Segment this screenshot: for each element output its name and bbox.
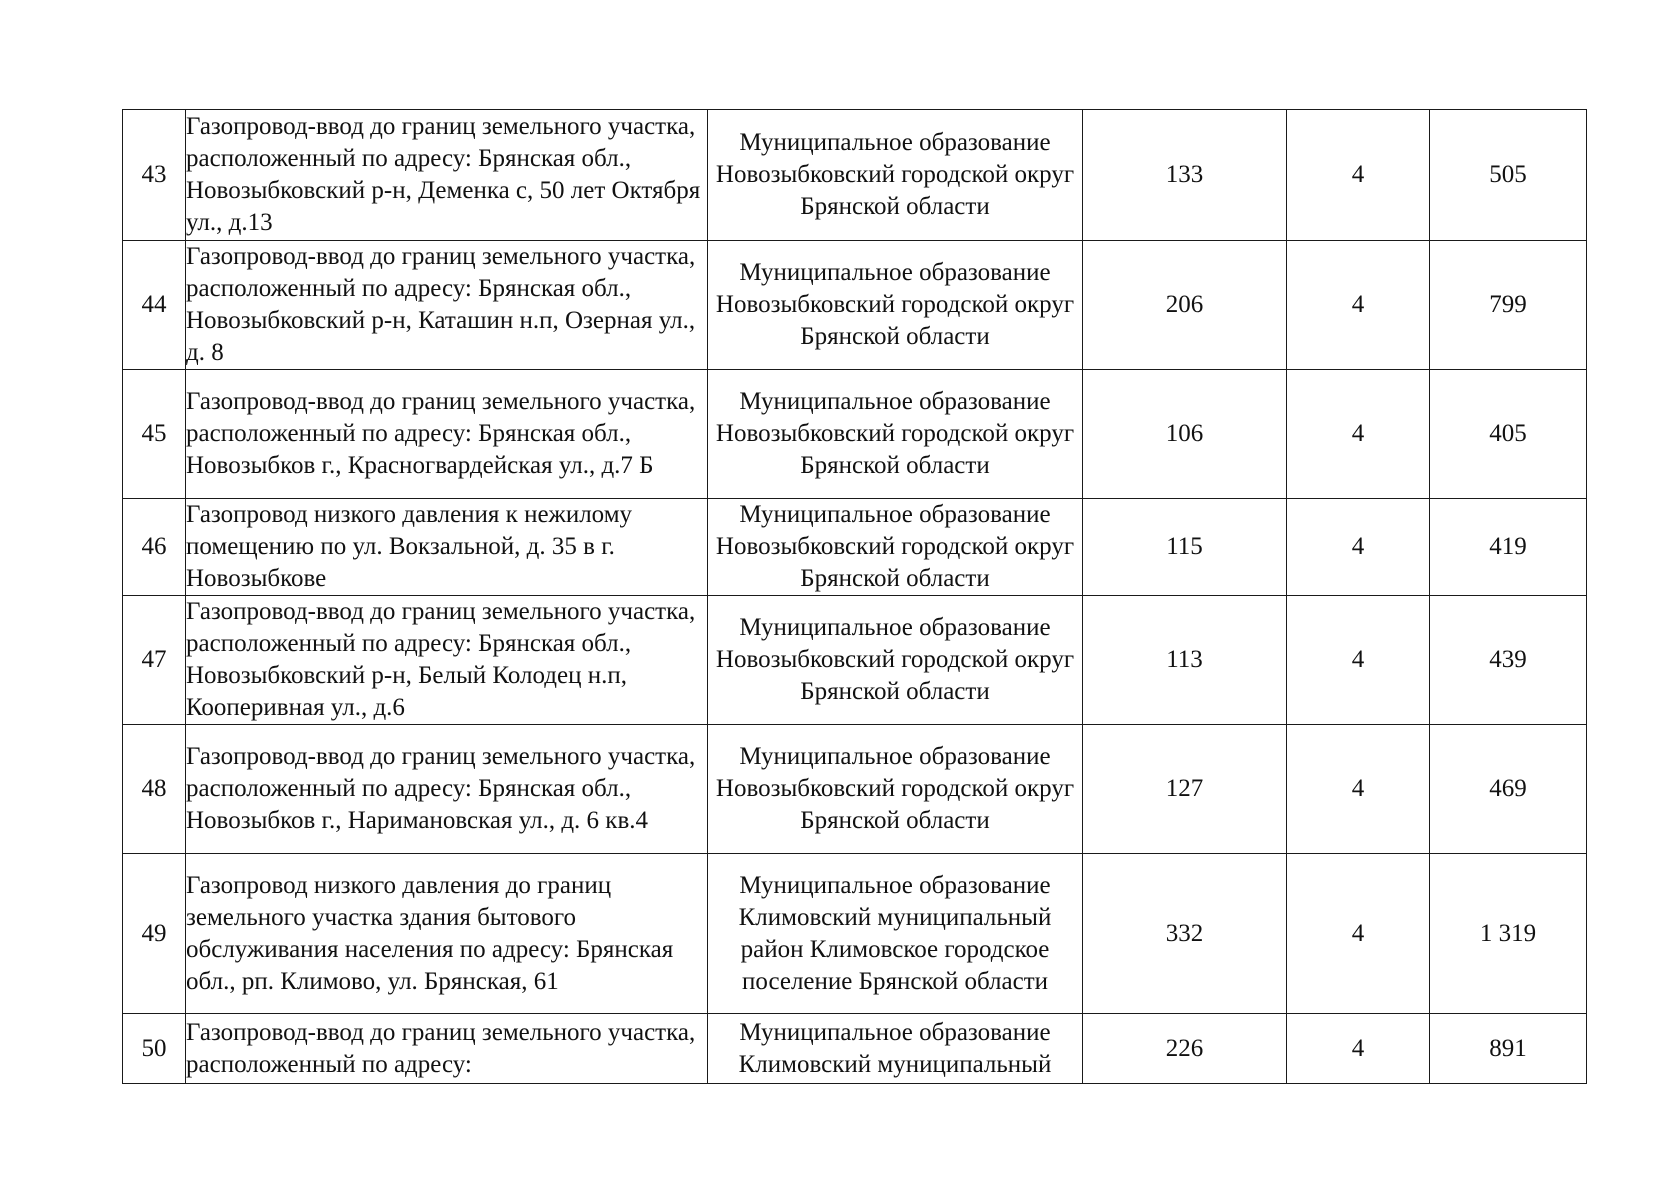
row-number: 47: [123, 596, 186, 725]
object-name: [186, 725, 708, 854]
value-3: 439: [1430, 596, 1587, 725]
object-name-text: Газопровод-ввод до границ земельного участка, расположенный по адресу: Брянская обл., Новозыбковский р-н, Деменка с, 50 лет Октября ул., д.13: [186, 113, 701, 236]
registry-table: [122, 109, 1587, 1084]
value-2: 4: [1287, 1014, 1430, 1084]
value-1: 206: [1083, 241, 1287, 370]
value-3: 469: [1430, 725, 1587, 854]
value-2: 4: [1287, 596, 1430, 725]
owner: [708, 370, 1083, 499]
owner-text: Муниципальное образование Климовский муниципальный: [738, 1018, 1052, 1078]
row-number: 48: [123, 725, 186, 854]
owner-text: Муниципальное образование Климовский муниципальный район Климовское городское поселение Брянской области: [738, 871, 1052, 995]
table-row: [123, 241, 1587, 370]
value-1: 127: [1083, 725, 1287, 854]
value-3: 799: [1430, 241, 1587, 370]
table-row: [123, 596, 1587, 725]
object-name-text: Газопровод низкого давления к нежилому помещению по ул. Вокзальной, д. 35 в г. Новозыбкове: [186, 501, 633, 592]
row-number: 50: [123, 1014, 186, 1084]
owner-text: Муниципальное образование Новозыбковский городской округ Брянской области: [715, 259, 1075, 350]
value-3: 891: [1430, 1014, 1587, 1084]
value-1: 332: [1083, 854, 1287, 1014]
object-name-text: Газопровод-ввод до границ земельного участка, расположенный по адресу: Брянская обл., Новозыбков г., Красногвардейская ул., д.7 Б: [186, 388, 696, 479]
owner-text: Муниципальное образование Новозыбковский городской округ Брянской области: [715, 388, 1075, 479]
value-2: 4: [1287, 854, 1430, 1014]
object-name: [186, 110, 708, 241]
owner-text: Муниципальное образование Новозыбковский городской округ Брянской области: [715, 743, 1075, 834]
owner: [708, 110, 1083, 241]
value-1: 133: [1083, 110, 1287, 241]
value-2: 4: [1287, 499, 1430, 596]
value-2: 4: [1287, 110, 1430, 241]
value-3: 405: [1430, 370, 1587, 499]
value-2: 4: [1287, 241, 1430, 370]
object-name: [186, 499, 708, 596]
owner-text: Муниципальное образование Новозыбковский городской округ Брянской области: [715, 501, 1075, 592]
value-1: 115: [1083, 499, 1287, 596]
row-number: 44: [123, 241, 186, 370]
owner: [708, 854, 1083, 1014]
owner: [708, 725, 1083, 854]
table-row: [123, 725, 1587, 854]
value-1: 113: [1083, 596, 1287, 725]
value-3: 505: [1430, 110, 1587, 241]
value-3: 419: [1430, 499, 1587, 596]
table-row: [123, 499, 1587, 596]
value-1: 106: [1083, 370, 1287, 499]
table-row: [123, 110, 1587, 241]
owner-text: Муниципальное образование Новозыбковский городской округ Брянской области: [715, 614, 1075, 705]
object-name-text: Газопровод-ввод до границ земельного участка, расположенный по адресу: Брянская обл., Новозыбков г., Наримановская ул., д. 6 кв.4: [186, 743, 696, 834]
table-row: [123, 1014, 1587, 1084]
object-name: [186, 1014, 708, 1084]
object-name-text: Газопровод-ввод до границ земельного участка, расположенный по адресу:: [186, 1018, 696, 1078]
owner: [708, 596, 1083, 725]
row-number: 49: [123, 854, 186, 1014]
object-name-text: Газопровод-ввод до границ земельного участка, расположенный по адресу: Брянская обл., Новозыбковский р-н, Каташин н.п, Озерная ул., д. 8: [186, 243, 696, 366]
row-number: 45: [123, 370, 186, 499]
object-name-text: Газопровод низкого давления до границ земельного участка здания бытового обслуживания населения по адресу: Брянская обл., рп. Климово, ул. Брянская, 61: [186, 871, 674, 995]
owner: [708, 499, 1083, 596]
value-2: 4: [1287, 370, 1430, 499]
object-name: [186, 596, 708, 725]
value-2: 4: [1287, 725, 1430, 854]
value-1: 226: [1083, 1014, 1287, 1084]
object-name-text: Газопровод-ввод до границ земельного участка, расположенный по адресу: Брянская обл., Новозыбковский р-н, Белый Колодец н.п, Кооперивная ул., д.6: [186, 598, 696, 721]
object-name: [186, 241, 708, 370]
owner-text: Муниципальное образование Новозыбковский городской округ Брянской области: [715, 129, 1075, 220]
table-row: [123, 854, 1587, 1014]
row-number: 43: [123, 110, 186, 241]
object-name: [186, 854, 708, 1014]
object-name: [186, 370, 708, 499]
row-number: 46: [123, 499, 186, 596]
value-3: 1 319: [1430, 854, 1587, 1014]
owner: [708, 241, 1083, 370]
table-row: [123, 370, 1587, 499]
owner: [708, 1014, 1083, 1084]
